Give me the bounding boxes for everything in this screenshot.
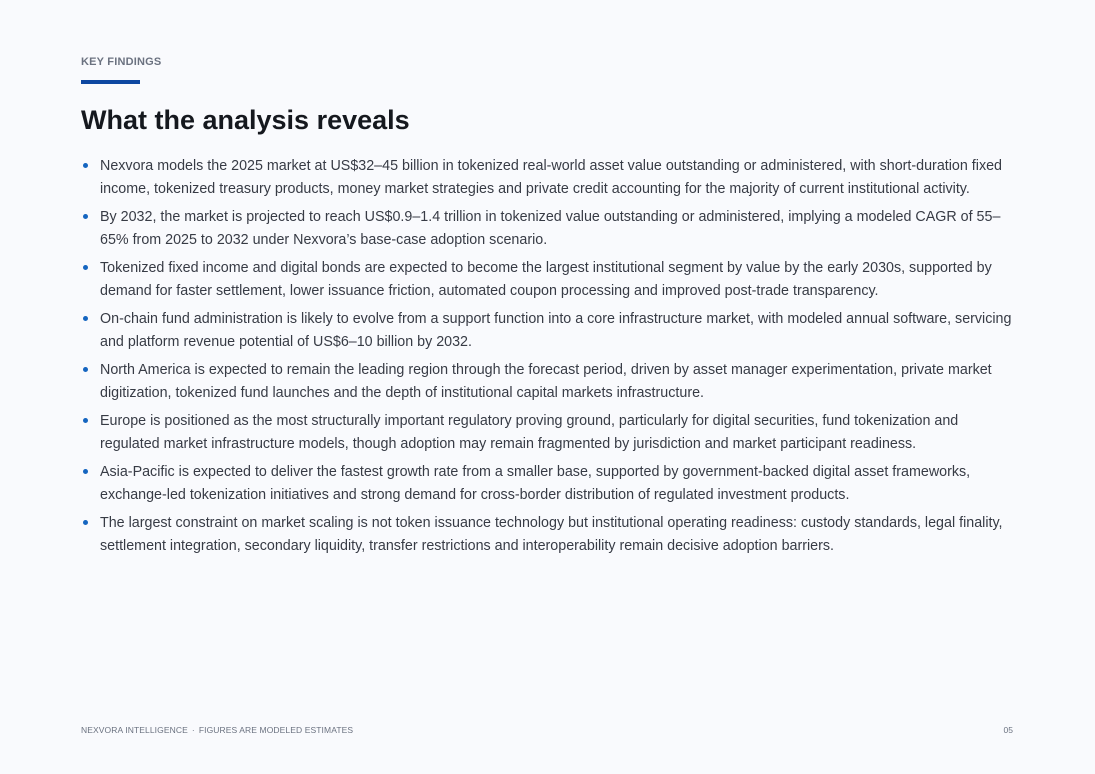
finding-text: Tokenized fixed income and digital bonds are expected to become the largest institutional segment by value by the early 2030s, supported by demand for faster settlement, lower issuance friction, automated coupon processing and improved post-trade transparency. [100,260,992,299]
accent-rule [81,80,140,84]
section-eyebrow: KEY FINDINGS [81,56,162,68]
finding-text: Europe is positioned as the most structurally important regulatory proving ground, particularly for digital securities, fund tokenization and regulated market infrastructure models, though adoption may remain fragmented by jurisdiction and market participant readiness. [100,413,959,452]
list-item [81,206,1016,251]
page-title: What the analysis reveals [81,105,410,135]
bullet-icon [83,520,88,525]
bullet-icon [83,316,88,321]
finding-text: On-chain fund administration is likely to evolve from a support function into a core infrastructure market, with modeled annual software, servicing and platform revenue potential of US$6–10 billion by 2032. [100,311,1012,350]
finding-text: Asia-Pacific is expected to deliver the fastest growth rate from a smaller base, supported by government-backed digital asset frameworks, exchange-led tokenization initiatives and strong demand for cross-border distribution of regulated investment products. [100,464,971,503]
bullet-icon [83,367,88,372]
list-item [81,410,1016,455]
list-item [81,359,1016,404]
bullet-icon [83,214,88,219]
footer [81,725,353,735]
report-page [81,0,1021,774]
footer-brand: NEXVORA INTELLIGENCE [81,725,188,735]
bullet-icon [83,265,88,270]
list-item [81,308,1016,353]
bullet-icon [83,469,88,474]
list-item [81,512,1016,557]
finding-text: North America is expected to remain the leading region through the forecast period, driven by asset manager experimentation, private market digitization, tokenized fund launches and the depth of institutional capital markets infrastructure. [100,362,992,401]
finding-text: By 2032, the market is projected to reach US$0.9–1.4 trillion in tokenized value outstanding or administered, implying a modeled CAGR of 55–65% from 2025 to 2032 under Nexvora’s base-case adoption scenario. [100,209,1001,248]
footer-separator: · [191,725,195,735]
bullet-icon [83,418,88,423]
findings-list [81,155,1016,563]
bullet-icon [83,163,88,168]
page-number: 05 [1003,725,1013,735]
list-item [81,257,1016,302]
footer-note: FIGURES ARE MODELED ESTIMATES [198,725,354,735]
list-item [81,155,1016,200]
finding-text: Nexvora models the 2025 market at US$32–45 billion in tokenized real-world asset value outstanding or administered, with short-duration fixed income, tokenized treasury products, money market strategies and private credit accounting for the majority of current institutional activity. [100,158,1002,197]
list-item [81,461,1016,506]
finding-text: The largest constraint on market scaling is not token issuance technology but institutional operating readiness: custody standards, legal finality, settlement integration, secondary liquidity, transfer restrictions and interoperability remain decisive adoption barriers. [100,515,1003,554]
